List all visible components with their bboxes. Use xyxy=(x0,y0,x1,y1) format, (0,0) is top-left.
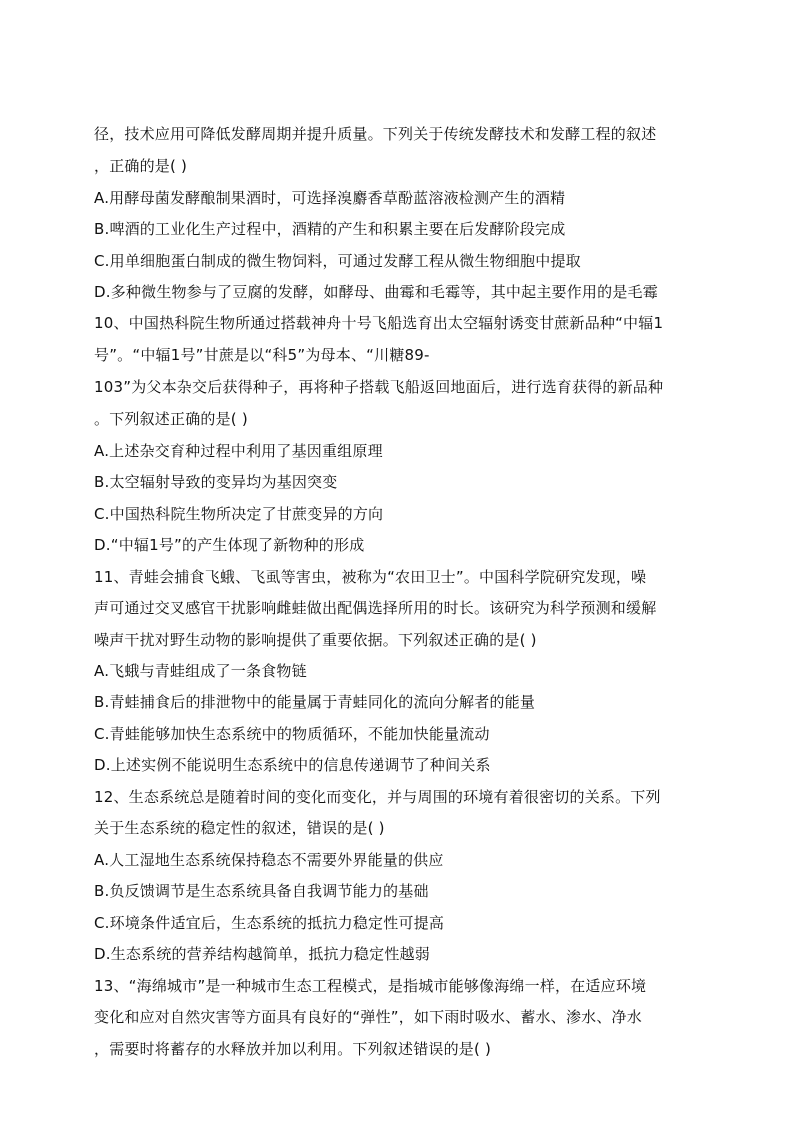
q9-stem-line-2: ，正确的是( ) xyxy=(94,157,188,175)
q9-option-b: B.啤酒的工业化生产过程中，酒精的产生和积累主要在后发酵阶段完成 xyxy=(94,220,566,238)
q13-stem-line-2: 变化和应对自然灾害等方面具有良好的“弹性”，如下雨时吸水、蓄水、渗水、净水 xyxy=(94,1008,642,1026)
q11-stem-line-1: 11、青蛙会捕食飞蛾、飞虱等害虫，被称为“农田卫士”。中国科学院研究发现，噪 xyxy=(94,568,647,586)
q9-option-c: C.用单细胞蛋白制成的微生物饲料，可通过发酵工程从微生物细胞中提取 xyxy=(94,252,581,270)
q11-option-b: B.青蛙捕食后的排泄物中的能量属于青蛙同化的流向分解者的能量 xyxy=(94,693,536,711)
q10-stem-line-3: 103”为父本杂交后获得种子，再将种子搭载飞船返回地面后，进行选育获得的新品种 xyxy=(94,378,664,396)
q12-stem-line-1: 12、生态系统总是随着时间的变化而变化，并与周围的环境有着很密切的关系。下列 xyxy=(94,788,661,806)
q11-option-d: D.上述实例不能说明生态系统中的信息传递调节了种间关系 xyxy=(94,756,491,774)
q11-stem-line-3: 噪声干扰对野生动物的影响提供了重要依据。下列叙述正确的是( ) xyxy=(94,631,537,649)
q11-option-a: A.飞蛾与青蛙组成了一条食物链 xyxy=(94,662,307,680)
q12-option-d: D.生态系统的营养结构越简单，抵抗力稳定性越弱 xyxy=(94,945,430,963)
q12-option-c: C.环境条件适宜后，生态系统的抵抗力稳定性可提高 xyxy=(94,914,445,932)
q11-stem-line-2: 声可通过交叉感官干扰影响雌蛙做出配偶选择所用的时长。该研究为科学预测和缓解 xyxy=(94,599,657,617)
q10-stem-line-1: 10、中国热科院生物所通过搭载神舟十号飞船选育出太空辐射诱变甘蔗新品种“中辐1 xyxy=(94,314,664,332)
q10-option-b: B.太空辐射导致的变异均为基因突变 xyxy=(94,473,338,491)
q13-stem-line-3: ，需要时将蓄存的水释放并加以利用。下列叙述错误的是( ) xyxy=(94,1040,492,1058)
q10-option-c: C.中国热科院生物所决定了甘蔗变异的方向 xyxy=(94,505,384,523)
q12-option-b: B.负反馈调节是生态系统具备自我调节能力的基础 xyxy=(94,882,429,900)
q9-option-d: D.多种微生物参与了豆腐的发酵，如酵母、曲霉和毛霉等，其中起主要作用的是毛霉 xyxy=(94,283,658,301)
q10-stem-line-4: 。下列叙述正确的是( ) xyxy=(94,410,248,428)
q10-option-a: A.上述杂交育种过程中利用了基因重组原理 xyxy=(94,442,383,460)
q9-option-a: A.用酵母菌发酵酿制果酒时，可选择溴麝香草酚蓝溶液检测产生的酒精 xyxy=(94,189,566,207)
q12-option-a: A.人工湿地生态系统保持稳态不需要外界能量的供应 xyxy=(94,851,444,869)
q10-option-d: D.“中辐1号”的产生体现了新物种的形成 xyxy=(94,536,365,554)
q12-stem-line-2: 关于生态系统的稳定性的叙述，错误的是( ) xyxy=(94,819,385,837)
q9-stem-line-1: 径，技术应用可降低发酵周期并提升质量。下列关于传统发酵技术和发酵工程的叙述 xyxy=(94,125,657,143)
q13-stem-line-1: 13、“海绵城市”是一种城市生态工程模式，是指城市能够像海绵一样，在适应环境 xyxy=(94,977,647,995)
q10-stem-line-2: 号”。“中辐1号”甘蔗是以“科5”为母本、“川糖89- xyxy=(94,346,430,364)
q11-option-c: C.青蛙能够加快生态系统中的物质循环，不能加快能量流动 xyxy=(94,725,490,743)
